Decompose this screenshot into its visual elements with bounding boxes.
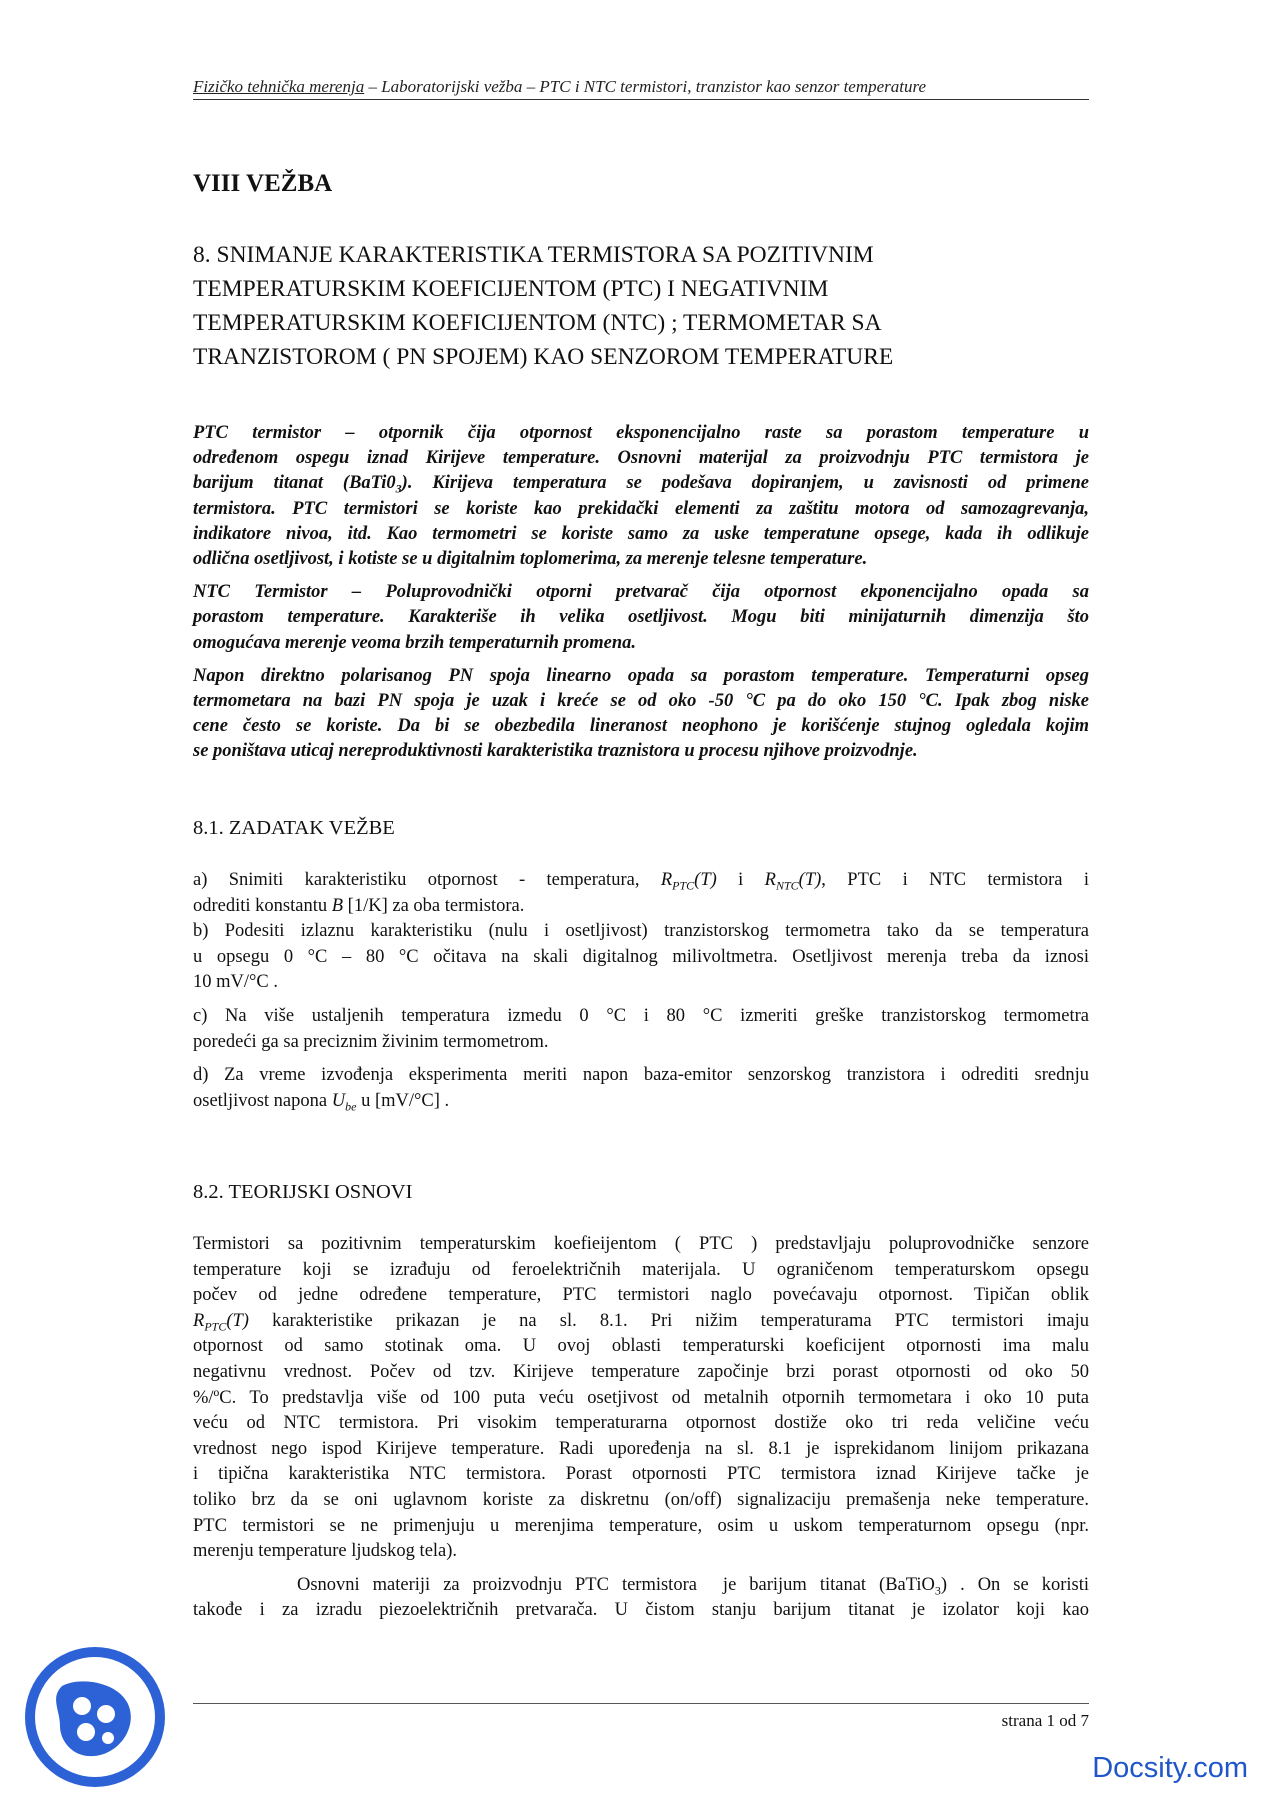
text-line: počev od jedne određene temperature, PTC termistori naglo povećavaju otpornost. Tipičan oblik bbox=[193, 1285, 1089, 1306]
task-list bbox=[193, 868, 1089, 1114]
text-fragment: barijum titanat (BaTi0 bbox=[193, 473, 396, 494]
text-line: i tipična karakteristika NTC termistora. Porast otpornosti PTC termistora iznad Kirijeve tačke je bbox=[193, 1464, 1089, 1485]
text-line: NTC Termistor – Poluprovodnički otporni pretvarač čija otpornost ekponencijalno opada sa bbox=[193, 582, 1089, 603]
section-title-theory: 8.2. TEORIJSKI OSNOVI bbox=[193, 1181, 413, 1203]
docsity-logo-icon bbox=[20, 1642, 170, 1792]
subscript: PTC bbox=[204, 1319, 227, 1334]
text-line bbox=[193, 1573, 1089, 1599]
text-line: se poništava uticaj nereproduktivnosti karakteristika traznistora u procesu njihove proizvodnje. bbox=[193, 741, 918, 762]
math-symbol: B bbox=[331, 895, 344, 916]
text-line: vrednost nego ispod Kirijeve temperature. Radi upoređenja na sl. 8.1 je isprekidanom linijom prikazana bbox=[193, 1438, 1089, 1459]
text-line bbox=[193, 1089, 1089, 1115]
text-line: omogućava merenje veoma brzih temperaturnih promena. bbox=[193, 632, 636, 653]
text-line: određenom ospegu iznad Kirijeve temperature. Osnovni materijal za proizvodnju PTC termistora je bbox=[193, 448, 1089, 469]
text-fragment: ) . On se koristi bbox=[940, 1574, 1089, 1595]
heading-line: TEMPERATURSKIM KOEFICIJENTOM (PTC) I NEGATIVNIM bbox=[193, 276, 829, 302]
text-line: porastom temperature. Karakteriše ih velika osetljivost. Mogu biti minijaturnih dimenzija što bbox=[193, 607, 1089, 628]
text-fragment: , PTC i NTC termistora i bbox=[821, 870, 1089, 890]
main-heading bbox=[193, 238, 1093, 374]
text-line: poredeći ga sa preciznim živinim termometrom. bbox=[193, 1031, 549, 1052]
page-number: strana 1 od 7 bbox=[1001, 1711, 1089, 1730]
subscript: 3 bbox=[395, 482, 402, 497]
text-line: d) Za vreme izvođenja eksperimenta meriti napon baza-emitor senzorskog tranzistora i odrediti srednju bbox=[193, 1065, 1089, 1086]
footer-rule bbox=[193, 1703, 1089, 1704]
theory-paragraph-materials bbox=[193, 1573, 1089, 1624]
text-fragment: [1/K] za oba termistora. bbox=[347, 895, 525, 916]
math-symbol: (T) bbox=[226, 1310, 249, 1331]
text-line: termistora. PTC termistori se koriste kao prekidački elementi za zaštitu motora od samozagrevanja, bbox=[193, 498, 1089, 519]
text-fragment: a) Snimiti karakteristiku otpornost - temperatura, bbox=[193, 870, 640, 890]
text-line: odlična osetljivost, i kotiste se u digitalnim toplomerima, za merenje telesne temperature. bbox=[193, 549, 868, 570]
text-line: 10 mV/°C . bbox=[193, 972, 279, 993]
intro-block bbox=[193, 421, 1089, 773]
header-subtitle: – Laboratorijski vežba – PTC i NTC termistori, tranzistor kao senzor temperature bbox=[364, 77, 927, 96]
theory-text bbox=[193, 1232, 1089, 1624]
text-line bbox=[193, 894, 1089, 920]
text-line: temperature koji se izrađuju od feroelektričnih materijala. U ograničenom temperaturskom opsegu bbox=[193, 1259, 1089, 1280]
theory-paragraph bbox=[193, 1232, 1089, 1565]
text-fragment: u [mV/°C] . bbox=[356, 1090, 450, 1111]
text-fragment: odrediti konstantu bbox=[193, 895, 328, 916]
subscript: NTC bbox=[775, 878, 799, 893]
text-line: u opsegu 0 °C – 80 °C očitava na skali digitalnog milivoltmetra. Osetljivost merenja treba da iznosi bbox=[193, 946, 1089, 967]
text-line: c) Na više ustaljenih temperatura izmedu 0 °C i 80 °C izmeriti greške tranzistorskog termometra bbox=[193, 1005, 1089, 1026]
subscript: 3 bbox=[934, 1583, 941, 1598]
text-fragment: karakteristike prikazan je na sl. 8.1. Pri nižim temperaturama PTC termistori imaju bbox=[248, 1310, 1089, 1331]
text-line bbox=[193, 1309, 1089, 1335]
text-line: PTC termistor – otpornik čija otpornost eksponencijalno raste sa porastom temperature u bbox=[193, 423, 1089, 443]
text-line: negativnu vrednost. Počev od tzv. Kirijeve temperature započinje brzi porast otpornosti od oko 50 bbox=[193, 1361, 1089, 1382]
math-symbol: (T) bbox=[798, 870, 822, 890]
math-symbol: U bbox=[331, 1090, 346, 1111]
math-symbol: R bbox=[660, 870, 673, 890]
text-line bbox=[193, 471, 1089, 496]
text-line: merenju temperature ljudskog tela). bbox=[193, 1541, 458, 1562]
text-line: termometara na bazi PN spoja je uzak i kreće se od oko -50 °C pa do oko 150 °C. Ipak zbog niske bbox=[193, 691, 1089, 712]
heading-line: TRANZISTOROM ( PN SPOJEM) KAO SENZOROM TEMPERATURE bbox=[193, 344, 894, 370]
task-b bbox=[193, 919, 1089, 996]
text-line: Napon direktno polarisanog PN spoja linearno opada sa porastom temperature. Temperaturni opseg bbox=[193, 665, 1089, 686]
task-a bbox=[193, 868, 1089, 919]
heading-line: 8. SNIMANJE KARAKTERISTIKA TERMISTORA SA POZITIVNIM bbox=[193, 242, 874, 268]
text-fragment: ). Kirijeva temperatura se podešava dopiranjem, u zavisnosti od primene bbox=[401, 473, 1089, 494]
text-line: otpornost od samo stotinak oma. U ovoj oblasti temperaturski koeficijent otpornosti ima malu bbox=[193, 1336, 1089, 1357]
text-line: veću od NTC termistora. Pri visokim temperaturarna otpornost dostiže oko tri reda veličine veću bbox=[193, 1413, 1089, 1434]
docsity-watermark[interactable]: Docsity.com bbox=[1092, 1752, 1248, 1784]
text-fragment: Osnovni materiji za proizvodnju PTC termistora je barijum titanat (BaTiO bbox=[193, 1574, 935, 1595]
text-line: %/ºC. To predstavlja više od 100 puta veću osetjivost od metalnih otpornih termometara i oko 10 puta bbox=[193, 1387, 1089, 1408]
subscript: be bbox=[345, 1099, 357, 1114]
text-line: takođe i za izradu piezoelektričnih pretvarača. U čistom stanju barijum titanat je izolator koji kao bbox=[193, 1600, 1089, 1621]
heading-line: TEMPERATURSKIM KOEFICIJENTOM (NTC) ; TERMOMETAR SA bbox=[193, 310, 882, 336]
text-line: cene često se koriste. Da bi se obezbedila lineranost neophono je korišćenje stujnog ogledala kojim bbox=[193, 716, 1089, 737]
math-symbol: R bbox=[764, 870, 776, 890]
text-line: indikatore nivoa, itd. Kao termometri se koriste samo za uske temperatune opsege, kada ih odlikuje bbox=[193, 523, 1089, 544]
header-course: Fizičko tehnička merenja bbox=[193, 77, 365, 96]
text-fragment: i bbox=[738, 870, 744, 890]
text-line: PTC termistori se ne primenjuju u merenjima temperature, osim u uskom temperaturnom opsegu (npr. bbox=[193, 1515, 1089, 1536]
text-fragment: osetljivost napona bbox=[193, 1090, 328, 1111]
text-line: toliko brz da se oni uglavnom koriste za diskretnu (on/off) signalizaciju premašenja neke temperature. bbox=[193, 1489, 1089, 1510]
subscript: PTC bbox=[672, 878, 695, 893]
task-c bbox=[193, 1004, 1089, 1055]
task-d bbox=[193, 1063, 1089, 1114]
intro-ptc-paragraph bbox=[193, 421, 1089, 572]
text-line: b) Podesiti izlaznu karakteristiku (nulu i osetljivost) tranzistorskog termometra tako da se temperatura bbox=[193, 921, 1089, 942]
running-header bbox=[193, 76, 1089, 100]
docsity-logo[interactable] bbox=[20, 1642, 170, 1792]
math-symbol: (T) bbox=[694, 870, 717, 890]
text-line: Termistori sa pozitivnim temperaturskim koefieijentom ( PTC ) predstavljaju poluprovodničke senzore bbox=[193, 1234, 1089, 1254]
intro-ntc-paragraph bbox=[193, 580, 1089, 656]
section-title-task: 8.1. ZADATAK VEŽBE bbox=[193, 817, 395, 839]
exercise-title: VIII VEŽBA bbox=[193, 170, 333, 197]
text-line bbox=[193, 868, 1089, 894]
intro-pn-paragraph bbox=[193, 664, 1089, 765]
math-symbol: R bbox=[193, 1310, 205, 1331]
